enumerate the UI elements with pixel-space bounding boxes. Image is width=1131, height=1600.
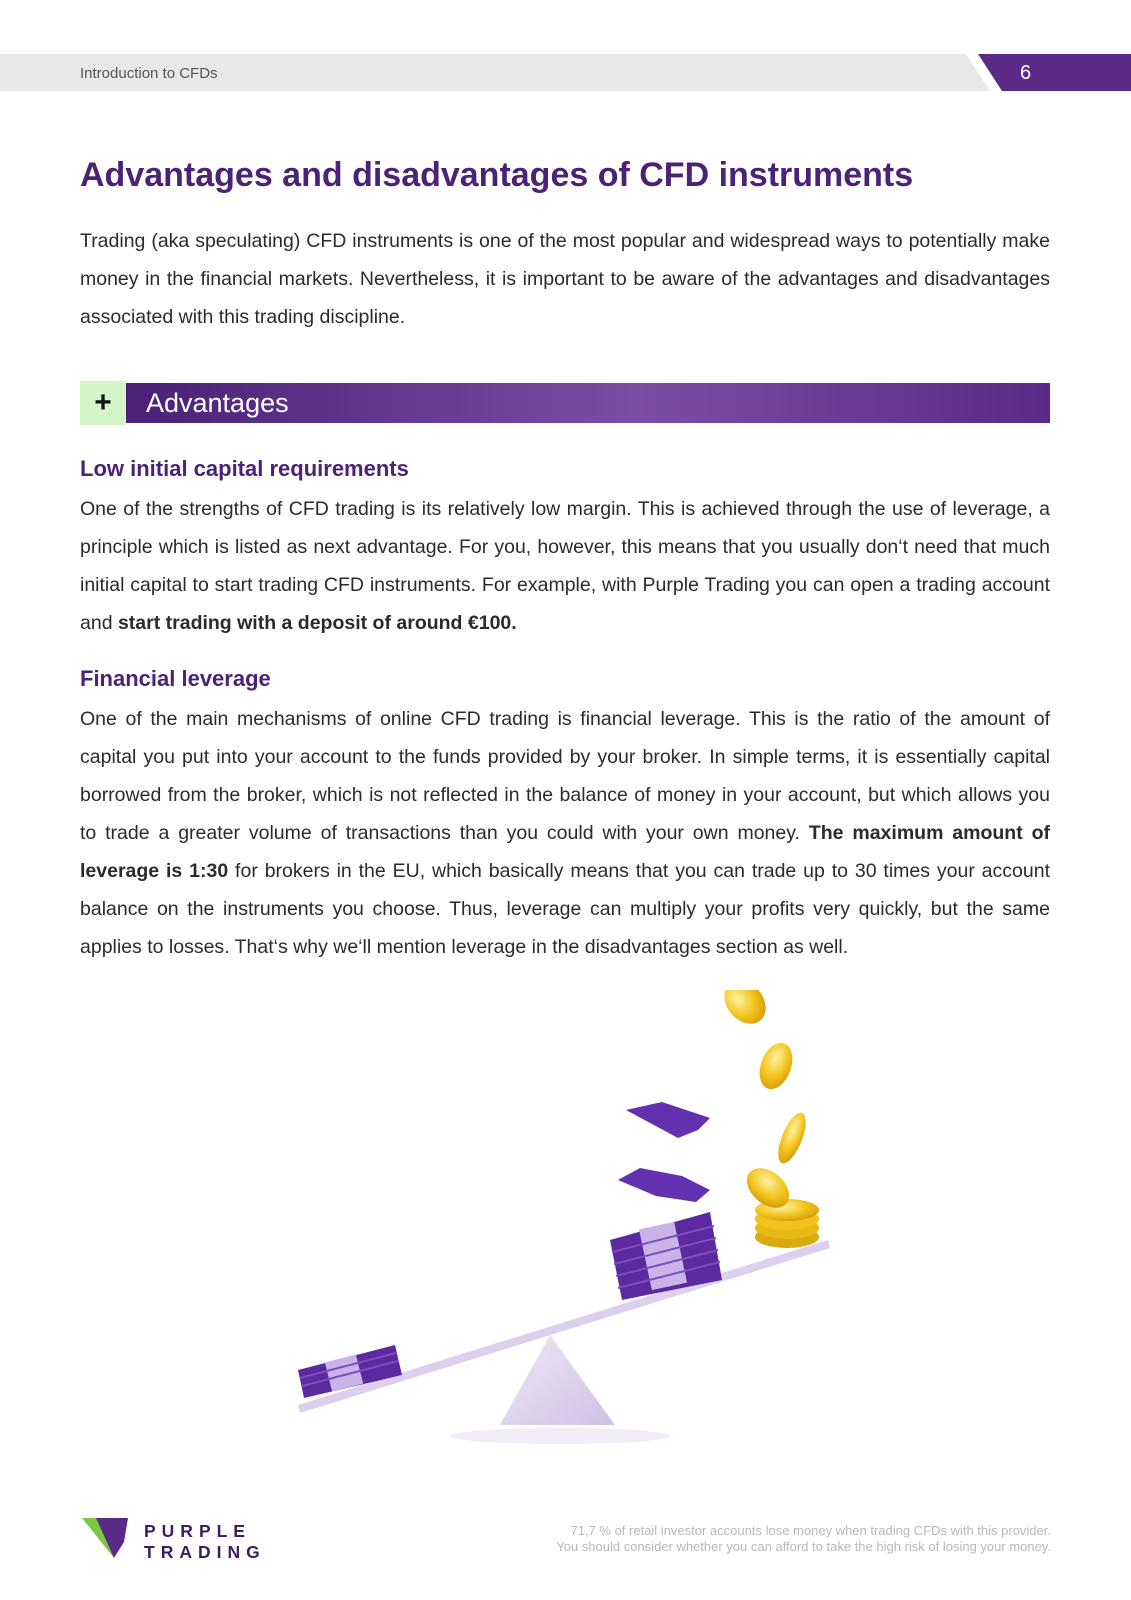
disclaimer-line-1: 71,7 % of retail investor accounts lose money when trading CFDs with this provider. — [570, 1523, 1051, 1538]
intro-paragraph: Trading (aka speculating) CFD instruments is one of the most popular and widespread ways to potentially make money in the financial markets. Nevertheless, it is important to be aware of the advantages and disadvantages associated with this trading discipline. — [80, 230, 1050, 328]
page-title: Advantages and disadvantages of CFD instruments — [80, 156, 914, 194]
advantages-label: Advantages — [146, 388, 289, 418]
paragraph-low-capital-bold: start trading with a deposit of around €100. — [117, 612, 517, 634]
flying-banknote — [626, 1102, 710, 1138]
disclaimer-line-2: You should consider whether you can afford to take the high risk of losing your money. — [556, 1539, 1051, 1554]
logo-line-purple: PURPLE — [144, 1521, 251, 1541]
pivot — [500, 1335, 615, 1425]
flying-banknote — [618, 1168, 710, 1202]
page-number-tab — [978, 54, 1131, 91]
coin-stack — [739, 1160, 819, 1248]
falling-coin — [716, 990, 774, 1032]
pivot-shadow — [450, 1428, 670, 1444]
plus-icon: + — [80, 381, 126, 425]
logo-line-trading: TRADING — [144, 1542, 266, 1562]
paragraph-leverage-text-end: for brokers in the EU, which basically means that you can trade up to 30 times your account balance on the instruments you choose. Thus, leverage can multiply your profits very quickly, but the same applies to losses. That‘s why we‘ll mention leverage in the disadvantages section as well. — [80, 860, 1050, 958]
falling-coin — [773, 1109, 812, 1167]
paragraph-leverage-bold: The maximum amount of leverage is 1:30 — [80, 822, 1050, 882]
header-section-title: Introduction to CFDs — [80, 65, 218, 82]
risk-disclaimer — [556, 1523, 1051, 1555]
paragraph-leverage — [80, 700, 1050, 966]
advantages-banner — [80, 383, 1050, 423]
page-number: 6 — [1020, 62, 1032, 84]
seesaw-illustration — [290, 990, 850, 1470]
paragraph-leverage-text: One of the main mechanisms of online CFD trading is financial leverage. This is the ratio of the amount of capital you put into your account to the funds provided by your broker. In simple terms, it is essentially capital borrowed from the broker, which is not reflected in the balance of money in your account, but which allows you to trade a greater volume of transactions than you could with your own money. — [80, 708, 1050, 844]
falling-coin — [754, 1038, 799, 1093]
subheading-leverage: Financial leverage — [80, 666, 271, 691]
paragraph-low-capital-text: One of the strengths of CFD trading is its relatively low margin. This is achieved through the use of leverage, a principle which is listed as next advantage. For you, however, this means that you usually don‘t need that much initial capital to start trading CFD instruments. For example, with Purple Trading you can open a trading account and — [80, 498, 1050, 634]
logo-text — [144, 1521, 266, 1563]
paragraph-low-capital — [80, 490, 1050, 642]
subheading-low-capital: Low initial capital requirements — [80, 456, 409, 481]
